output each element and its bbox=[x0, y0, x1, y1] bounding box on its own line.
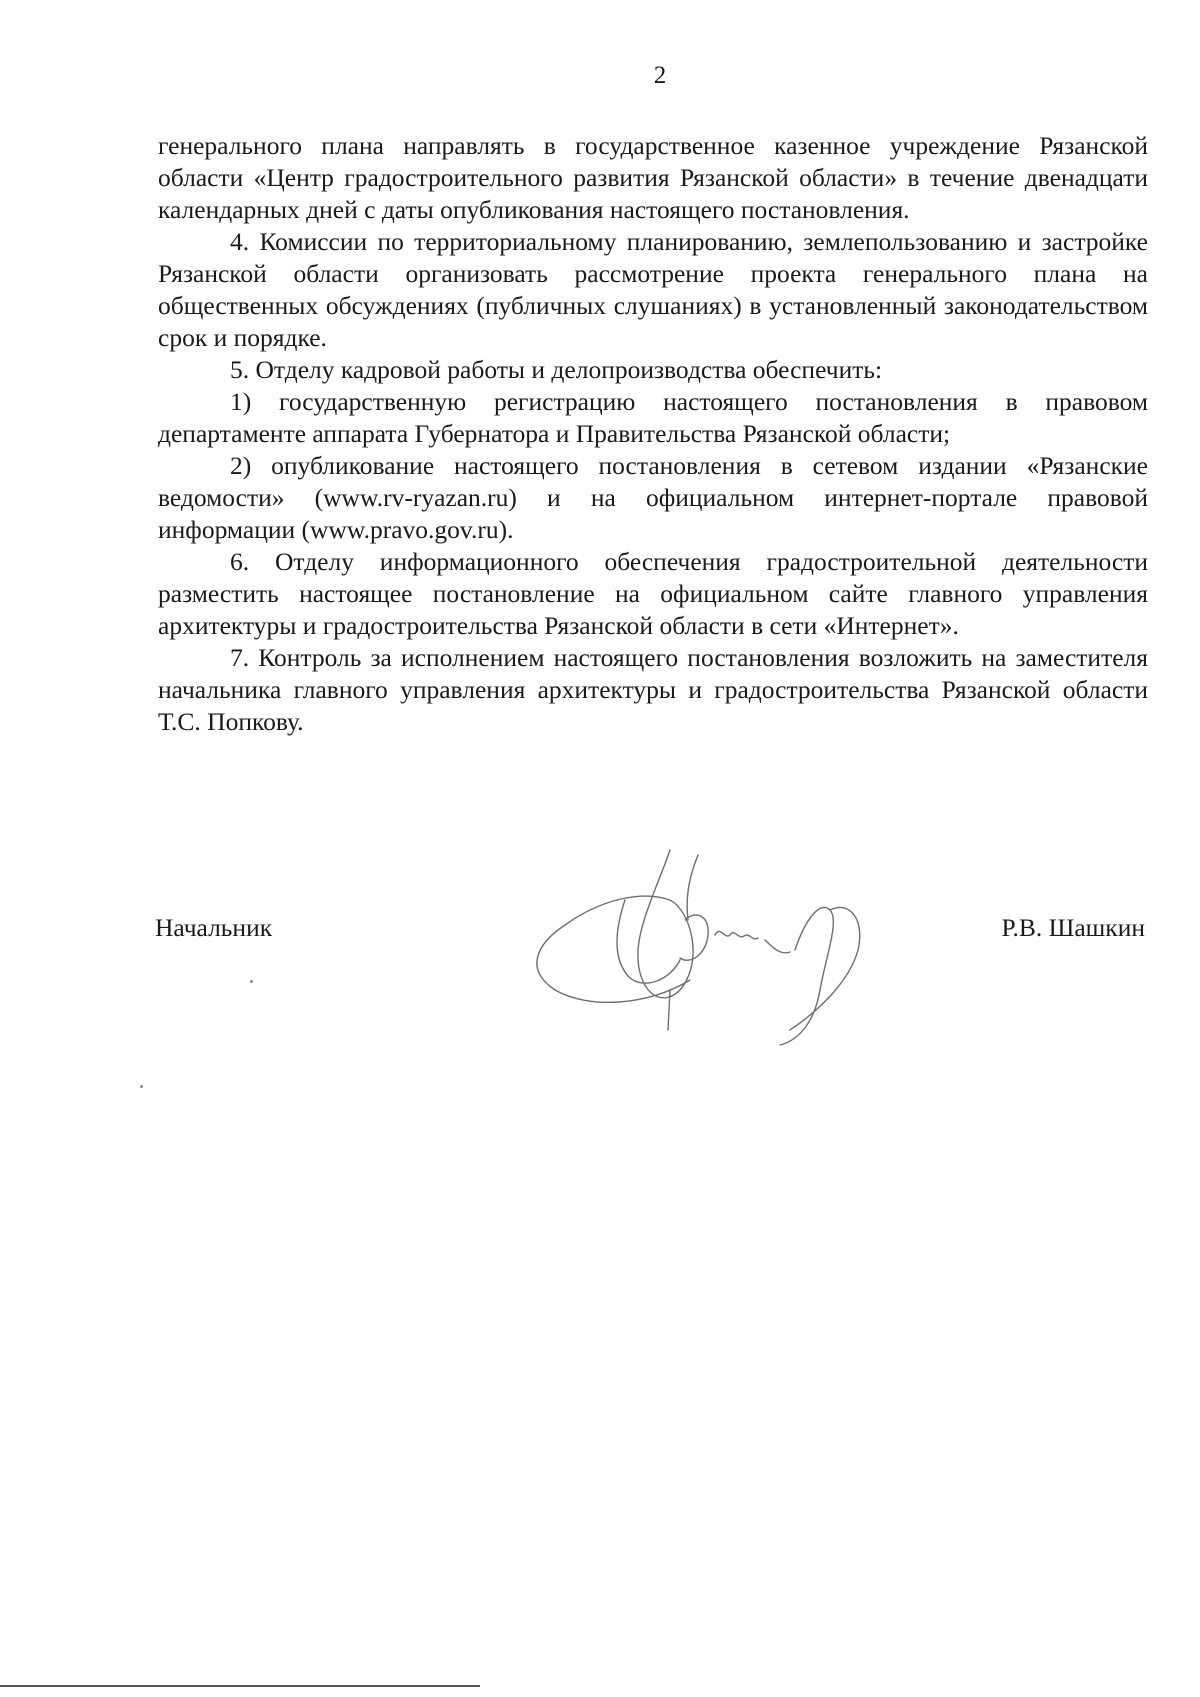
document-body bbox=[158, 130, 1148, 738]
paragraph-item-5-1: 1) государственную регистрацию настоящего постановления в правовом департаменте аппарата Губернатора и Правительства Рязанской области; bbox=[158, 387, 1148, 448]
paragraph-item-5: 5. Отделу кадровой работы и делопроизводства обеспечить: bbox=[230, 355, 883, 384]
signatory-name: Р.В. Шашкин bbox=[1001, 913, 1145, 942]
scan-artifact-dot bbox=[250, 980, 253, 983]
paragraph-item-7: 7. Контроль за исполнением настоящего постановления возложить на заместителя начальника главного управления архитектуры и градостроительства Рязанской области Т.С. Попкову. bbox=[158, 643, 1148, 736]
paragraph-item-4: 4. Комиссии по территориальному планированию, землепользованию и застройке Рязанской области организовать рассмотрение проекта генерального плана на общественных обсуждениях (публичных слушаниях) в установленный законодательством срок и порядке. bbox=[158, 227, 1148, 352]
scan-artifact-dot bbox=[140, 1085, 143, 1088]
scan-edge-line bbox=[0, 1685, 480, 1687]
paragraph-continuation: генерального плана направлять в государственное казенное учреждение Рязанской области «Центр градостроительного развития Рязанской области» в течение двенадцати календарных дней с даты опубликования настоящего постановления. bbox=[158, 131, 1148, 224]
paragraph-item-6: 6. Отделу информационного обеспечения градостроительной деятельности разместить настоящее постановление на официальном сайте главного управления архитектуры и градостроительства Рязанской области в сети «Интернет». bbox=[158, 547, 1148, 640]
signatory-title: Начальник bbox=[155, 913, 273, 942]
paragraph-item-5-2: 2) опубликование настоящего постановления в сетевом издании «Рязанские ведомости» (www.rv-ryazan.ru) и на официальном интернет-портале правовой информации (www.pravo.gov.ru). bbox=[158, 451, 1148, 544]
page-number: 2 bbox=[653, 62, 667, 89]
handwritten-signature bbox=[520, 840, 920, 1050]
